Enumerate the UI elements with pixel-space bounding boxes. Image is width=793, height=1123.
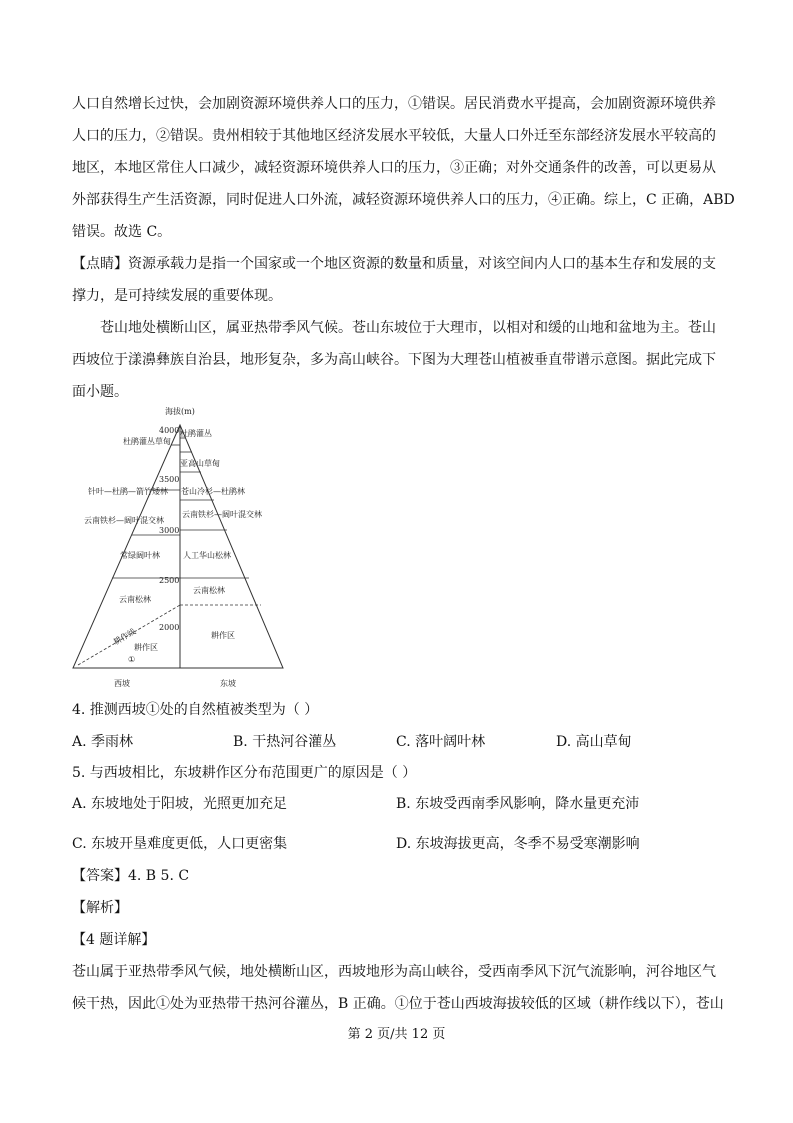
- paragraph-line: 人口的压力，②错误。贵州相较于其他地区经济发展水平较低，大量人口外迁至东部经济发展水平较高的: [72, 128, 716, 144]
- paragraph-line: 人口自然增长过快，会加剧资源环境供养人口的压力，①错误。居民消费水平提高，会加剧资源环境供养: [72, 96, 716, 112]
- tick-label: 2000: [159, 623, 180, 632]
- paragraph-line: 外部获得生产生活资源，同时促进人口外流，减轻资源环境供养人口的压力，④正确。综上，C 正确，ABD: [72, 192, 735, 208]
- intro-line: 西坡位于漾濞彝族自治县，地形复杂，多为高山峡谷。下图为大理苍山植被垂直带谱示意图。据此完成下: [72, 352, 716, 368]
- q5-stem: 5. 与西坡相比，东坡耕作区分布范围更广的原因是（ ）: [72, 765, 417, 781]
- vegetation-diagram: [68, 400, 298, 695]
- paragraph-line: 地区，本地区常住人口减少，减轻资源环境供养人口的压力，③正确；对外交通条件的改善，可以更易从: [72, 160, 716, 176]
- q5-option-a[interactable]: A. 东坡地处于阳坡，光照更加充足: [72, 796, 288, 812]
- tick-label: 4000: [159, 426, 180, 435]
- dianjing-line: 撑力，是可持续发展的重要体现。: [72, 288, 282, 304]
- west-label: 云南铁杉—阔叶混交林: [84, 516, 164, 525]
- tick-label: 2500: [159, 576, 180, 585]
- west-slope-label: 西坡: [114, 679, 130, 688]
- q5-option-b[interactable]: B. 东坡受西南季风影响，降水量更充沛: [396, 796, 640, 812]
- east-label: 人工华山松林: [183, 551, 231, 560]
- q4-option-b[interactable]: B. 干热河谷灌丛: [233, 734, 337, 750]
- east-label: 云南铁杉—阔叶混交林: [182, 510, 262, 519]
- intro-line: 面小题。: [72, 384, 128, 400]
- east-label: 耕作区: [211, 631, 235, 640]
- paragraph-line: 错误。故选 C。: [72, 224, 172, 240]
- q4-option-a[interactable]: A. 季雨林: [72, 734, 134, 750]
- tick-label: 3000: [159, 526, 180, 535]
- q4-option-d[interactable]: D. 高山草甸: [556, 734, 632, 750]
- west-label: ①: [128, 655, 136, 664]
- answer-line: 【答案】4. B 5. C: [72, 868, 190, 884]
- dianjing-line: 【点睛】资源承载力是指一个国家或一个地区资源的数量和质量，对该空间内人口的基本生存和发展的支: [72, 256, 716, 272]
- east-label: 苍山冷杉—杜鹃林: [181, 487, 245, 496]
- west-label: 云南松林: [119, 595, 151, 604]
- q4-stem: 4. 推测西坡①处的自然植被类型为（ ）: [72, 702, 319, 718]
- west-label: 杜鹃灌丛草甸: [123, 437, 171, 446]
- east-label: 云南松林: [193, 586, 225, 595]
- east-label: 杜鹃灌丛: [180, 429, 212, 438]
- q5-option-d[interactable]: D. 东坡海拔更高，冬季不易受寒潮影响: [396, 836, 640, 852]
- west-label: 针叶—杜鹃—箭竹矮林: [88, 487, 168, 496]
- west-label: 耕作线: [111, 626, 138, 647]
- intro-line: 苍山地处横断山区，属亚热带季风气候。苍山东坡位于大理市，以相对和缓的山地和盆地为主。苍山: [100, 320, 716, 336]
- west-label: 常绿阔叶林: [120, 551, 160, 560]
- yaxis-title: 海拔(m): [165, 407, 195, 416]
- east-slope-label: 东坡: [220, 679, 236, 688]
- detail-title: 【4 题详解】: [72, 932, 156, 948]
- detail-line: 候干热，因此①处为亚热带干热河谷灌丛，B 正确。①位于苍山西坡海拔较低的区域（耕作线以下），苍山: [72, 996, 724, 1012]
- page-footer: 第 2 页/共 12 页: [347, 1027, 446, 1042]
- q5-option-c[interactable]: C. 东坡开垦难度更低，人口更密集: [72, 836, 288, 852]
- detail-line: 苍山属于亚热带季风气候，地处横断山区，西坡地形为高山峡谷，受西南季风下沉气流影响，河谷地区气: [72, 964, 716, 980]
- east-label: 亚高山草甸: [180, 459, 220, 468]
- q4-option-c[interactable]: C. 落叶阔叶林: [396, 734, 486, 750]
- tick-label: 3500: [159, 475, 180, 484]
- jiexi-line: 【解析】: [72, 900, 128, 916]
- west-label: 耕作区: [134, 643, 158, 652]
